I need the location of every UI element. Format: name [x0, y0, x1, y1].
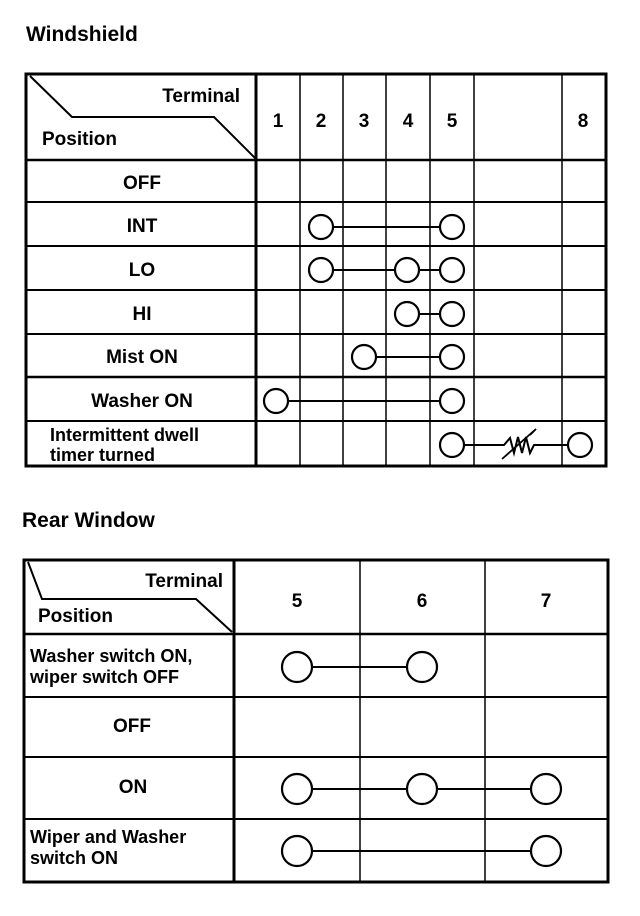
rear-window-title: Rear Window: [22, 509, 155, 532]
windshield-row-label-dwell-line1: Intermittent dwell: [50, 425, 200, 445]
rear-window-terminal-header: Terminal: [145, 571, 223, 592]
windshield-terminal-circle: [440, 258, 464, 282]
windshield-row-label-off: OFF: [123, 173, 161, 194]
rear-window-terminal-circle: [282, 774, 312, 804]
windshield-title: Windshield: [26, 23, 138, 46]
windshield-terminal-circle: [568, 433, 592, 457]
windshield-terminal-8: 8: [577, 111, 589, 132]
windshield-terminal-circle: [440, 433, 464, 457]
rear-row-label-wiper-washer-line2: switch ON: [30, 848, 119, 868]
windshield-terminal-1: 1: [272, 111, 284, 132]
windshield-connection-marks: [264, 215, 592, 459]
windshield-terminal-4: 4: [402, 111, 414, 132]
rear-window-terminal-7: 7: [540, 591, 552, 612]
windshield-resistor-symbol: [464, 437, 568, 453]
rear-window-terminal-circle: [531, 836, 561, 866]
rear-window-terminal-circle: [407, 774, 437, 804]
windshield-terminal-circle: [309, 215, 333, 239]
rear-window-terminal-circle: [282, 652, 312, 682]
rear-row-label-off: OFF: [113, 716, 151, 737]
windshield-row-label-washer-on: Washer ON: [91, 391, 193, 412]
rear-window-terminal-5: 5: [291, 591, 303, 612]
rear-row-label-wiper-washer-line1: Wiper and Washer: [30, 827, 187, 847]
windshield-terminal-header: Terminal: [162, 86, 240, 107]
windshield-row-label-hi: HI: [132, 304, 152, 325]
windshield-terminal-circle: [309, 258, 333, 282]
windshield-terminal-5: 5: [446, 111, 458, 132]
rear-window-terminal-circle: [282, 836, 312, 866]
windshield-terminal-circle: [440, 389, 464, 413]
rear-window-position-header: Position: [38, 606, 113, 627]
rear-window-terminal-circle: [531, 774, 561, 804]
windshield-row-label-lo: LO: [128, 260, 156, 281]
rear-window-terminal-6: 6: [416, 591, 428, 612]
rear-row-label-washer-line2: wiper switch OFF: [30, 667, 180, 687]
windshield-variable-arrow: [502, 429, 536, 459]
windshield-terminal-3: 3: [358, 111, 370, 132]
windshield-terminal-circle: [440, 345, 464, 369]
rear-row-label-on: ON: [118, 777, 148, 798]
windshield-terminal-circle: [440, 302, 464, 326]
rear-window-connection-marks: [282, 652, 561, 866]
windshield-terminal-2: 2: [315, 111, 327, 132]
windshield-terminal-circle: [440, 215, 464, 239]
windshield-row-label-dwell-line2: timer turned: [50, 445, 156, 465]
windshield-row-label-mist-on: Mist ON: [106, 347, 178, 368]
windshield-row-label-int: INT: [126, 216, 158, 237]
windshield-terminal-circle: [352, 345, 376, 369]
windshield-terminal-circle: [264, 389, 288, 413]
windshield-position-header: Position: [42, 129, 117, 150]
rear-window-terminal-circle: [407, 652, 437, 682]
rear-row-label-washer-line1: Washer switch ON,: [30, 646, 193, 666]
windshield-terminal-circle: [395, 258, 419, 282]
windshield-terminal-circle: [395, 302, 419, 326]
